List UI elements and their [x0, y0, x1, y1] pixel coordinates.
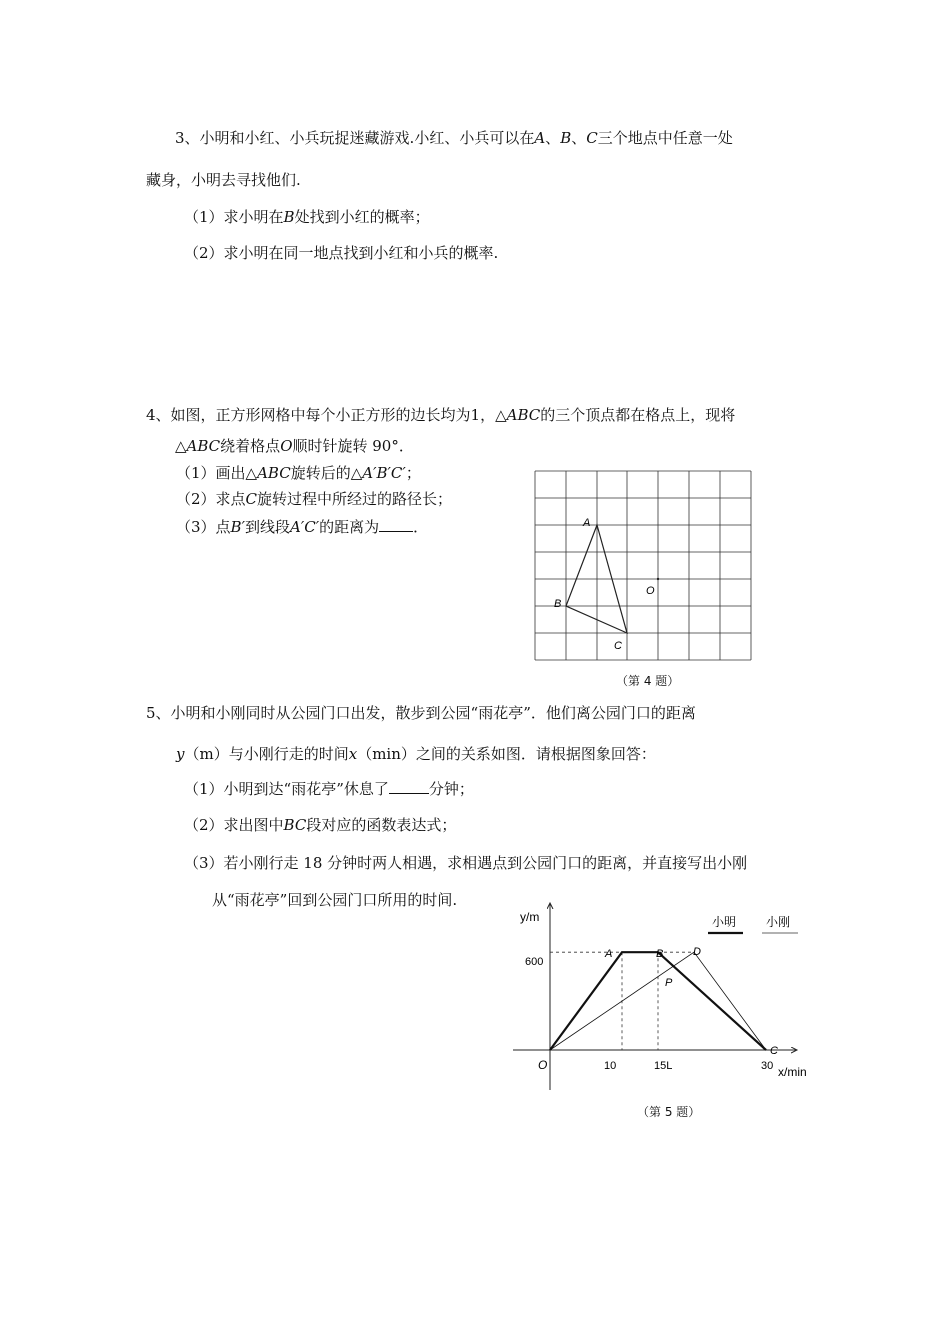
legend	[708, 914, 798, 933]
y-axis-label: y/m	[520, 910, 540, 924]
legend-xiaogang: 小刚	[766, 915, 791, 929]
q4-line2: △ABC绕着格点O顺时针旋转 90°．	[175, 437, 414, 455]
x-tick-30: 30	[761, 1060, 774, 1072]
point-label-p: P	[665, 977, 673, 989]
q4-sub2: （2）求点C旋转过程中所经过的路径长；	[176, 490, 453, 508]
x-axis-label: x/min	[778, 1065, 807, 1079]
origin-label: O	[538, 1058, 548, 1072]
q5-line2: y（m）与小刚行走的时间x（min）之间的关系如图．请根据图象回答：	[176, 745, 656, 763]
answer-blank	[389, 779, 429, 794]
q3-sub1: （1）求小明在B处找到小红的概率；	[184, 208, 430, 226]
q5-graph	[505, 895, 825, 1100]
x-tick-10: 10	[604, 1060, 617, 1072]
point-label-b: B	[656, 948, 664, 960]
grid-lines	[535, 471, 751, 660]
label-o: O	[646, 585, 655, 597]
point-label-d: D	[693, 946, 701, 958]
label-c: C	[614, 640, 622, 652]
answer-blank	[379, 517, 413, 532]
label-a: A	[583, 517, 591, 529]
q5-sub1: （1）小明到达“雨花亭”休息了 分钟；	[184, 780, 474, 798]
q3-line1: 3、小明和小红、小兵玩捉迷藏游戏.小红、小兵可以在A、B、C三个地点中任意一处	[175, 129, 733, 147]
q3-line2: 藏身，小明去寻找他们.	[146, 171, 301, 189]
legend-xiaoming: 小明	[712, 915, 737, 929]
q4-grid-figure	[530, 466, 756, 664]
y-tick-600: 600	[525, 956, 544, 968]
q4-sub3: （3）点B′到线段A′C′的距离为 ．	[176, 518, 429, 536]
point-label-c: C	[770, 1045, 778, 1057]
label-b: B	[554, 598, 562, 610]
q3-sub2: （2）求小明在同一地点找到小红和小兵的概率.	[184, 244, 499, 262]
x-tick-15: 15L	[654, 1060, 673, 1072]
q4-sub1: （1）画出△ABC旋转后的△A′B′C′；	[176, 464, 421, 482]
q4-line1: 4、如图，正方形网格中每个小正方形的边长均为1，△ABC的三个顶点都在格点上，现将	[146, 406, 736, 424]
point-label-a: A	[605, 948, 613, 960]
q5-sub3: （3）若小刚行走 18 分钟时两人相遇，求相遇点到公园门口的距离，并直接写出小刚	[184, 854, 748, 872]
q4-caption: （第 4 题）	[616, 674, 680, 688]
point-o	[657, 578, 659, 580]
q5-line1: 5、小明和小刚同时从公园门口出发，散步到公园“雨花亭”．他们离公园门口的距离	[146, 704, 696, 722]
q5-sub2: （2）求出图中BC段对应的函数表达式；	[184, 816, 457, 834]
q5-sub3-cont: 从“雨花亭”回到公园门口所用的时间.	[212, 891, 458, 909]
q5-caption: （第 5 题）	[637, 1105, 701, 1119]
